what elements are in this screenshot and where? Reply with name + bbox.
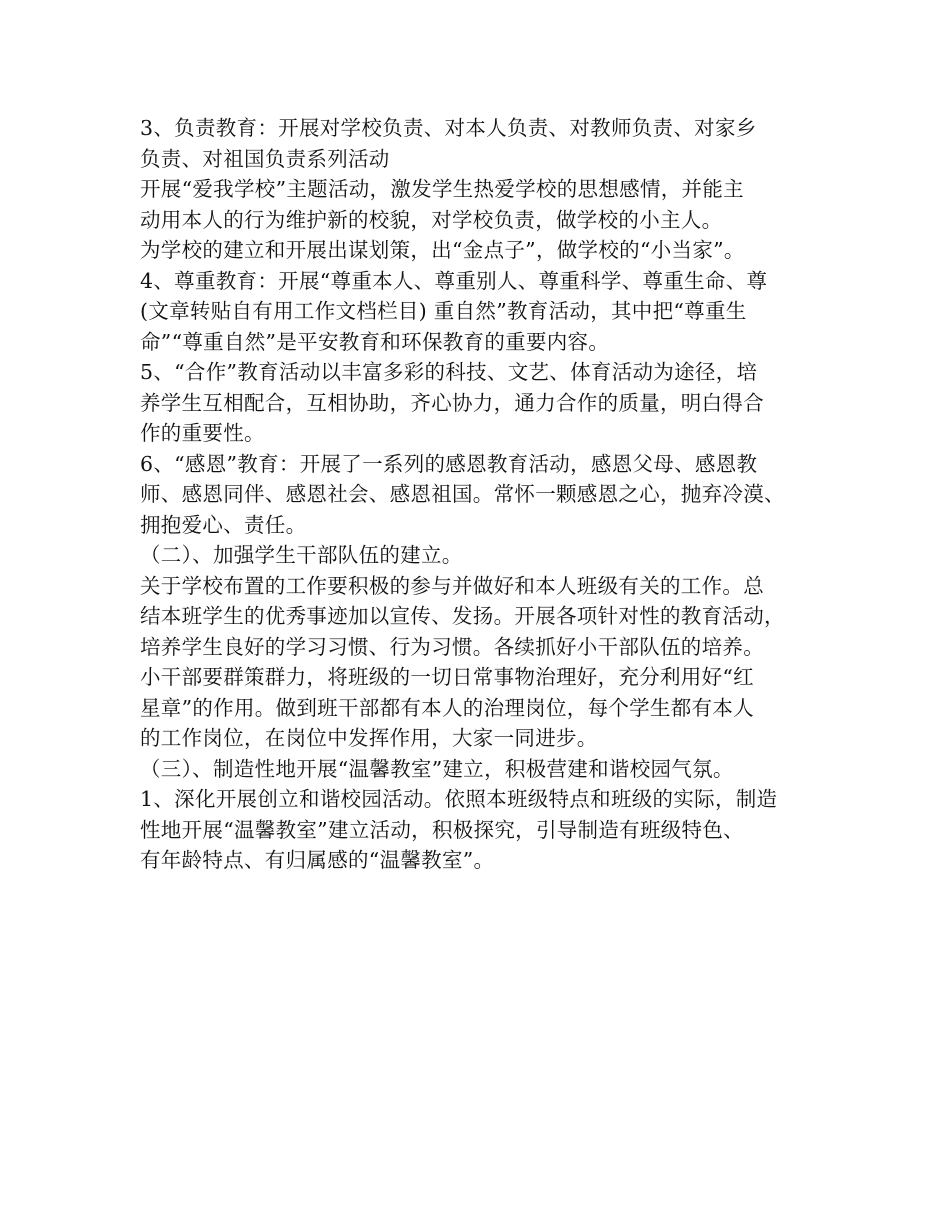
text-line-14: 拥抱爱心、责任。 [140, 512, 307, 537]
text-line-13: 师、感恩同伴、感恩社会、感恩祖国。常怀一颗感恩之心，抛弃冷漠、 [140, 482, 785, 506]
text-line-5: 为学校的建立和开展出谋划策，出“金点子”，做学校的“小当家”。 [140, 238, 745, 262]
text-line-9: 5、“合作”教育活动以丰富多彩的科技、文艺、体育活动为途径，培 [140, 360, 758, 384]
text-line-17: 结本班学生的优秀事迹加以宣传、发扬。开展各项针对性的教育活动， [140, 604, 785, 628]
section-heading-3: （三）、制造性地开展“温馨教室”建立，积极营建和谐校园气氛。 [140, 756, 734, 781]
text-line-23: 1、深化开展创立和谐校园活动。依照本班级特点和班级的实际，制造 [140, 787, 778, 811]
text-line-20: 星章”的作用。做到班干部都有本人的治理岗位，每个学生都有本人 [140, 695, 754, 720]
text-line-21: 的工作岗位，在岗位中发挥作用，大家一同进步。 [140, 726, 598, 750]
text-line-24: 性地开展“温馨教室”建立活动，积极探究，引导制造有班级特色、 [140, 817, 744, 842]
text-line-10: 养学生互相配合，互相协助，齐心协力，通力合作的质量，明白得合 [140, 390, 764, 415]
text-line-7: (文章转贴自有用工作文档栏目) 重自然”教育活动，其中把“尊重生 [140, 299, 747, 323]
text-line-4: 动用本人的行为维护新的校貌，对学校负责，做学校的小主人。 [140, 207, 723, 232]
text-line-1: 3、负责教育：开展对学校负责、对本人负责、对教师负责、对家乡 [140, 116, 757, 140]
text-line-16: 关于学校布置的工作要积极的参与并做好和本人班级有关的工作。总 [140, 573, 764, 598]
document-body [140, 113, 830, 876]
text-line-3: 开展“爱我学校”主题活动，激发学生热爱学校的思想感情，并能主 [140, 177, 744, 201]
text-line-18: 培养学生良好的学习习惯、行为习惯。各续抓好小干部队伍的培养。 [140, 634, 764, 659]
text-line-11: 作的重要性。 [140, 421, 265, 445]
text-line-2: 负责、对祖国负责系列活动 [140, 146, 390, 171]
text-line-19: 小干部要群策群力，将班级的一切日常事物治理好，充分利用好“红 [140, 665, 754, 689]
text-line-12: 6、“感恩”教育：开展了一系列的感恩教育活动，感恩父母、感恩教 [140, 451, 758, 476]
text-line-25: 有年龄特点、有归属感的“温馨教室”。 [140, 848, 495, 872]
text-line-6: 4、尊重教育：开展“尊重本人、尊重别人、尊重科学、尊重生命、尊 [140, 268, 768, 293]
section-heading-2: （二）、加强学生干部队伍的建立。 [140, 543, 463, 567]
text-line-8: 命”“尊重自然”是平安教育和环保教育的重要内容。 [140, 329, 610, 354]
